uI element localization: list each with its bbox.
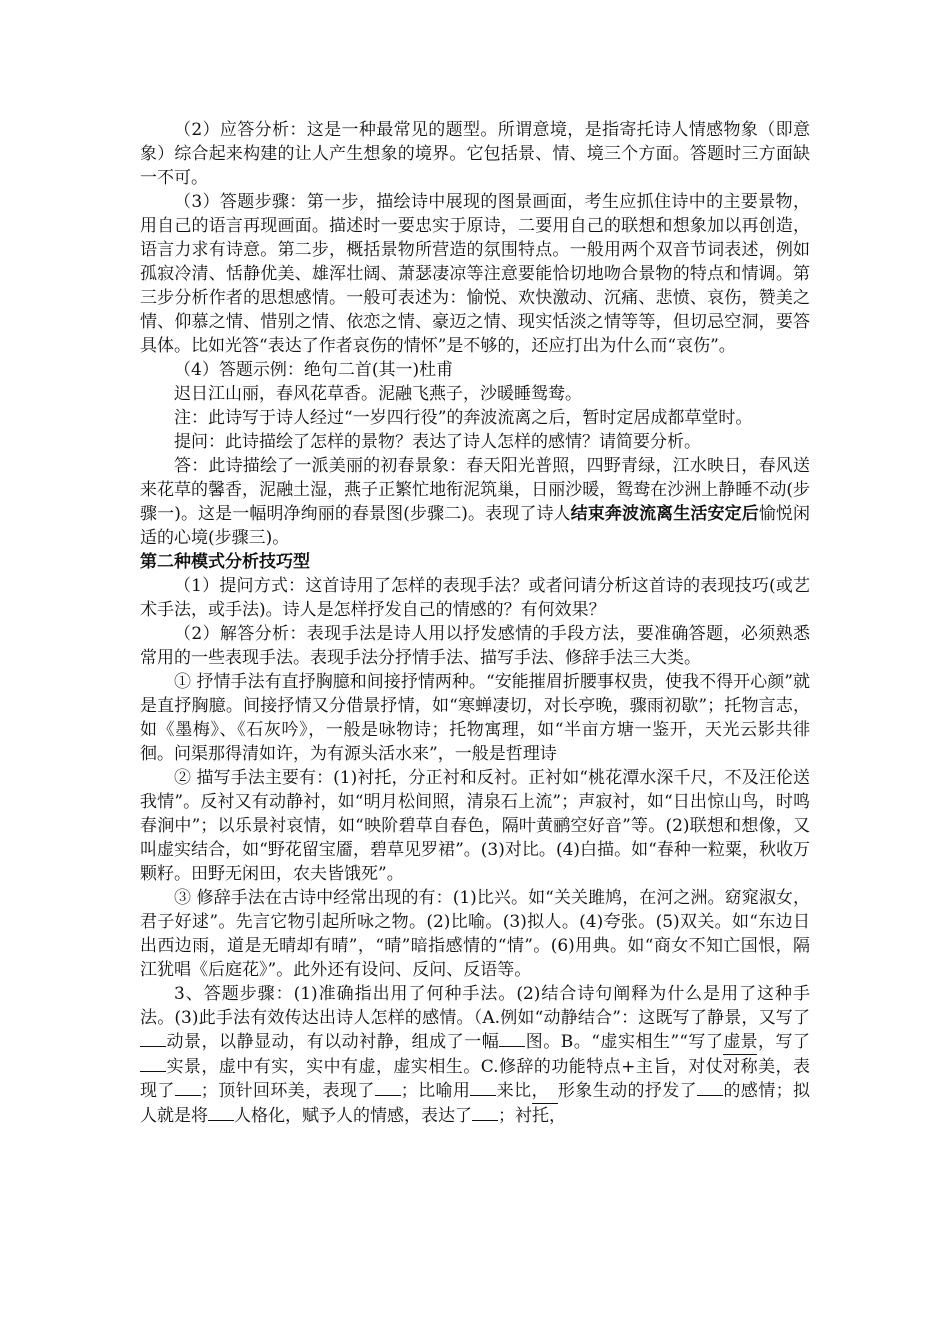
blank-line (208, 1120, 234, 1121)
paragraph-poem: 迟日江山丽，春风花草香。泥融飞燕子，沙暖睡鸳鸯。 (174, 384, 582, 404)
steps-text: 的感情；拟人就是将 (140, 1081, 811, 1126)
paragraph-answer-analysis: （2）应答分析：这是一种最常见的题型。所谓意境，是指寄托诗人情感物象（即意象）综合起来构建的让人产生想象的境界。它包括景、情、境三个方面。答题时三方面缺一不可。 (140, 120, 810, 188)
underlined-comma: ， (532, 1079, 558, 1104)
steps-text: 3、答题步骤：(1)准确指出用了何种手法。(2)结合诗句阐释为什么是用了这种手法。(3)此手法有效传达出诗人怎样的感情。（A.例如“动静结合”：这既写了静景，又写了 (140, 984, 810, 1028)
steps-text: 来比 (496, 1081, 532, 1101)
paragraph-question-method: （1）提问方式：这首诗用了怎样的表现手法？或者问请分析这首诗的表现技巧(或艺术手法，或手法)。诗人是怎样抒发自己的情感的？有何效果？ (140, 576, 810, 620)
steps-text: 形象生动的抒发了 (557, 1081, 698, 1101)
steps-text: 图。B。“虚实相生”“写了 (525, 1032, 724, 1052)
blank-line (140, 1046, 166, 1047)
paragraph-answer (140, 454, 810, 550)
paragraph-solution-analysis: （2）解答分析：表现手法是诗人用以抒发感情的手段方法，要准确答题，必须熟悉常用的一些表现手法。表现手法分抒情手法、描写手法、修辞手法三大类。 (140, 624, 810, 668)
paragraph-note: 注：此诗写于诗人经过“一岁四行役”的奔波流离之后，暂时定居成都草堂时。 (174, 408, 753, 428)
paragraph-example-title: （4）答题示例：绝句二首(其一)杜甫 (174, 360, 454, 380)
paragraph-steps-three (140, 982, 810, 1128)
paragraph-lyric-method: ① 抒情手法有直抒胸臆和间接抒情两种。“安能摧眉折腰事权贵，使我不得开心颜”就是直抒胸臆。间接抒情又分借景抒情，如“寒蝉凄切，对长亭晚，骤雨初歇”；托物言志，如《墨梅》、《石灰吟》，一般是咏物诗；托物寓理，如“半亩方塘一鉴开，天光云影共徘徊。问渠那得清如许，为有源头活水来”，一般是哲理诗 (140, 672, 810, 764)
section-heading-mode-two: 第二种模式分析技巧型 (140, 552, 310, 572)
blank-line (375, 1095, 401, 1096)
steps-text: 人格化，赋予人的情感，表达了 (234, 1106, 472, 1126)
steps-text: ；衬托， (498, 1106, 566, 1126)
paragraph-question: 提问：此诗描绘了怎样的景物？表达了诗人怎样的感情？请简要分析。 (174, 432, 701, 452)
steps-text: ，写了 (757, 1032, 810, 1052)
answer-text-bold: 结束奔波流离生活安定后 (570, 504, 759, 524)
steps-text: 动景，以静显动，有以动衬静，组成了一幅 (166, 1032, 500, 1052)
steps-text: 实景，虚中有实，实中有虚，虚实相生。C.修辞的功能特点+主旨，对仗对称美，表现了 (140, 1057, 810, 1101)
blank-line (140, 1071, 166, 1072)
blank-line (499, 1046, 525, 1047)
blank-line (697, 1095, 723, 1096)
blank-line (470, 1095, 496, 1096)
underlined-word: 虚景 (723, 1030, 757, 1055)
blank-line (175, 1095, 201, 1096)
paragraph-answer-steps: （3）答题步骤：第一步，描绘诗中展现的图景画面，考生应抓住诗中的主要景物，用自己的语言再现画面。描述时一要忠实于原诗，二要用自己的联想和想象加以再创造，语言力求有诗意。第二步，概括景物所营造的氛围特点。一般用两个双音节词表述，例如孤寂冷清、恬静优美、雄浑壮阔、萧瑟凄凉等注意要能恰切地吻合景物的特点和情调。第三步分析作者的思想感情。一般可表述为：愉悦、欢快激动、沉痛、悲愤、哀伤，赞美之情、仰慕之情、惜别之情、依恋之情、豪迈之情、现实恬淡之情等等，但切忌空洞，要答具体。比如光答“表达了作者哀伤的情怀”是不够的，还应打出为什么而“哀伤”。 (140, 192, 810, 356)
answer-text-a: 答：此诗描绘了一派美丽的初春景象：春天阳光普照，四野青绿，江水映日，春风送来花草的馨香，泥融土湿，燕子正繁忙地衔泥筑巢，日丽沙暖，鸳鸯在沙洲上静睡不动(步骤一)。这是一幅明净绚丽的春景图(步骤二)。表现了诗人 (140, 456, 810, 524)
steps-text: ；比喻用 (400, 1081, 471, 1101)
answer-text-c: 愉悦闲适的心境(步骤三)。 (140, 504, 811, 548)
steps-text: ；顶针回环美，表现了 (200, 1081, 375, 1101)
paragraph-rhetoric-method: ③ 修辞手法在古诗中经常出现的有：(1)比兴。如“关关雎鸠，在河之洲。窈窕淑女，君子好逑”。先言它物引起所咏之物。(2)比喻。(3)拟人。(4)夸张。(5)双关。如“东边日出西边雨，道是无晴却有晴”，“晴”暗指感情的“情”。(6)用典。如“商女不知亡国恨，隔江犹唱《后庭花》”。此外还有设问、反问、反语等。 (140, 888, 810, 980)
blank-line (472, 1120, 498, 1121)
paragraph-description-method: ② 描写手法主要有：(1)衬托，分正衬和反衬。正衬如“桃花潭水深千尺，不及汪伦送我情”。反衬又有动静衬，如“明月松间照，清泉石上流”；声寂衬，如“日出惊山鸟，时鸣春涧中”；以乐景衬哀情，如“映阶碧草自春色，隔叶黄鹂空好音”等。(2)联想和想像，又叫虚实结合，如“野花留宝靥，碧草见罗裙”。(3)对比。(4)白描。如“春种一粒粟，秋收万颗籽。田野无闲田，农夫皆饿死”。 (140, 768, 810, 884)
